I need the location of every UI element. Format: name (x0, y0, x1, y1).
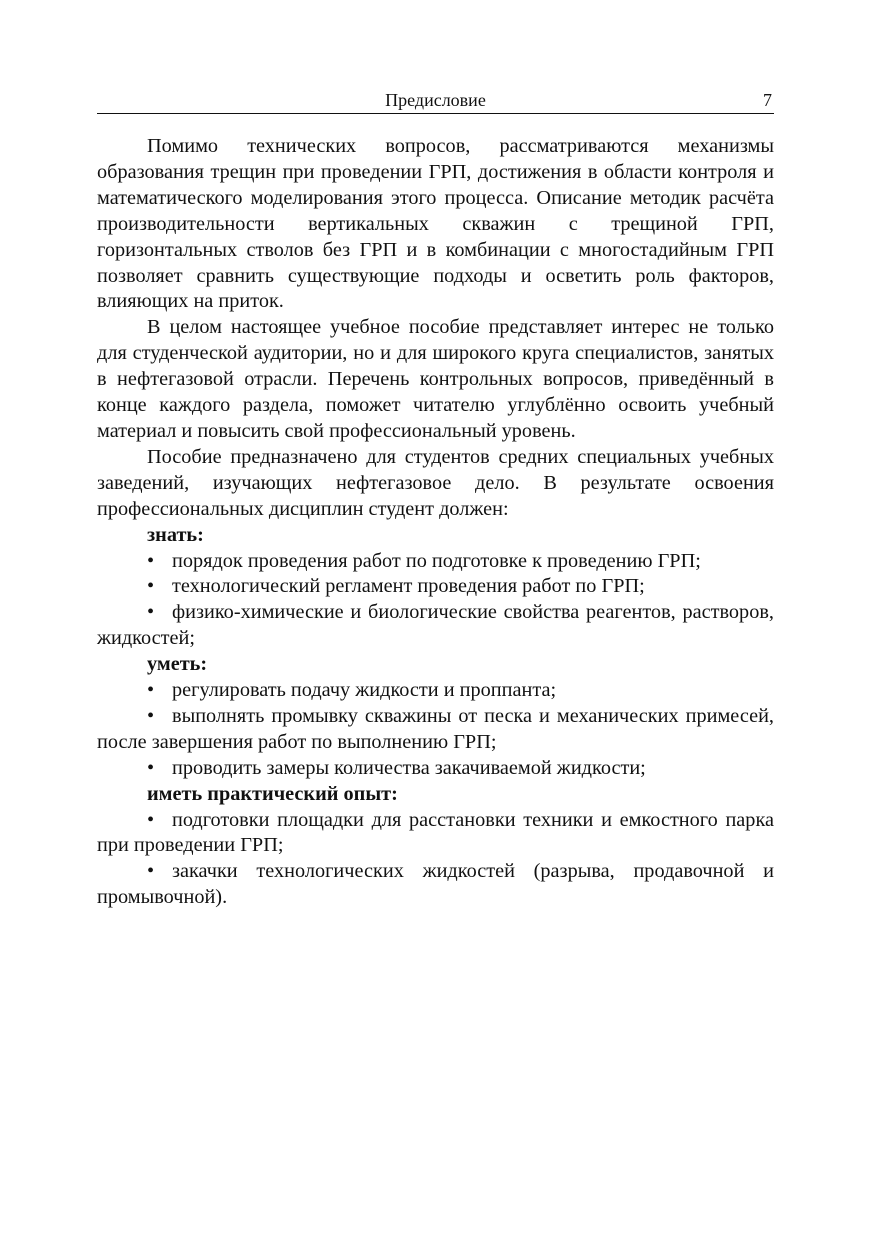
list-item-text: технологический регламент проведения работ по ГРП; (172, 575, 645, 598)
bullet-icon: • (147, 756, 155, 779)
list-item-text: выполнять промывку скважины от песка и механических примесей, после завершения работ по выполнению ГРП; (97, 704, 774, 753)
section-heading-experience: иметь практический опыт: (147, 782, 398, 805)
list-item (97, 549, 774, 575)
list-item (97, 859, 774, 911)
list-item-text: физико-химические и биологические свойства реагентов, растворов, жидкостей; (97, 601, 774, 650)
paragraph-intro-mechanisms: Помимо технических вопросов, рассматриваются механизмы образования трещин при проведении ГРП, достижения в области контроля и математического моделирования этого процесса. Описание методик расчёта производительности вертикальных скважин с трещиной ГРП, горизонтальных стволов без ГРП и в комбинации с многостадийным ГРП позволяет сравнить существующие подходы и осветить роль факторов, влияющих на приток. (97, 135, 774, 313)
list-item (97, 574, 774, 600)
paragraph-audience: В целом настоящее учебное пособие представляет интерес не только для студенческой аудитории, но и для широкого круга специалистов, занятых в нефтегазовой отрасли. Перечень контрольных вопросов, приведённый в конце каждого раздела, поможет читателю углублённо освоить учебный материал и повысить свой профессиональный уровень. (97, 316, 774, 442)
running-title: Предисловие (385, 90, 486, 110)
bullet-icon: • (147, 679, 155, 702)
section-heading-know: знать: (147, 523, 204, 546)
running-header (97, 88, 774, 112)
bullet-icon: • (147, 549, 155, 572)
bullet-icon: • (147, 601, 155, 624)
header-rule (97, 113, 774, 114)
list-item (97, 600, 774, 652)
list-item-text: подготовки площадки для расстановки техники и емкостного парка при проведении ГРП; (97, 808, 774, 857)
list-item-text: проводить замеры количества закачиваемой жидкости; (172, 756, 646, 779)
list-item (97, 756, 774, 782)
body-text (97, 134, 774, 911)
bullet-icon: • (147, 860, 155, 883)
list-item-text: закачки технологических жидкостей (разрыва, продавочной и промывочной). (97, 860, 774, 909)
bullet-icon: • (147, 704, 155, 727)
bullet-icon: • (147, 808, 155, 831)
bullet-icon: • (147, 575, 155, 598)
page-number: 7 (763, 90, 772, 110)
list-item (97, 678, 774, 704)
list-item-text: регулировать подачу жидкости и проппанта; (172, 679, 557, 702)
list-item (97, 808, 774, 860)
list-item (97, 704, 774, 756)
list-item-text: порядок проведения работ по подготовке к проведению ГРП; (172, 549, 701, 572)
section-heading-be-able: уметь: (147, 653, 208, 676)
paragraph-purpose: Пособие предназначено для студентов средних специальных учебных заведений, изучающих нефтегазовое дело. В результате освоения профессиональных дисциплин студент должен: (97, 445, 774, 520)
